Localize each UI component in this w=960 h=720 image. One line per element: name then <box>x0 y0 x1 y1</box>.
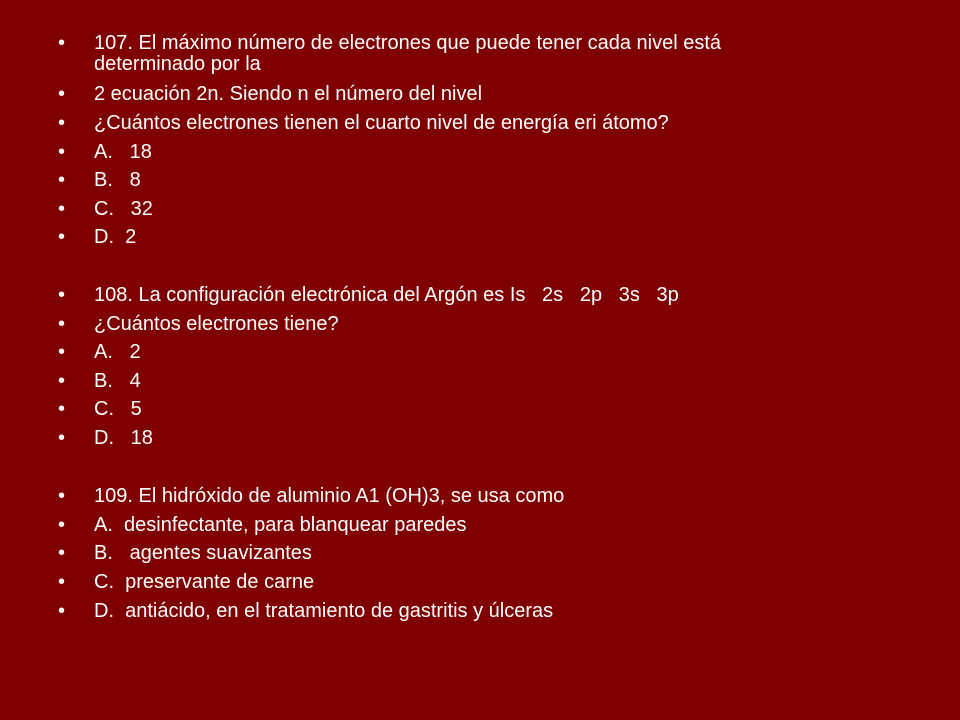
question-107-prompt: ¿Cuántos electrones tienen el cuarto nivel de energía eri átomo? <box>94 112 669 134</box>
bullet: • <box>58 141 66 163</box>
bullet: • <box>58 198 66 220</box>
bullet: • <box>58 370 66 392</box>
bullet: • <box>58 284 66 306</box>
option-d: D. 18 <box>94 427 153 449</box>
bullet: • <box>58 571 66 593</box>
option-d: D. 2 <box>94 226 137 248</box>
bullet: • <box>58 600 66 622</box>
question-109-text: 109. El hidróxido de aluminio A1 (OH)3, se usa como <box>94 485 565 507</box>
bullet: • <box>58 485 66 507</box>
bullet: • <box>58 427 66 449</box>
bullet: • <box>58 169 66 191</box>
bullet: • <box>58 313 66 335</box>
bullet: • <box>58 341 66 363</box>
option-b: B. agentes suavizantes <box>94 542 312 564</box>
option-item <box>58 601 918 685</box>
option-b: B. 4 <box>94 370 141 392</box>
bullet: • <box>58 542 66 564</box>
question-107-equation: 2 ecuación 2n. Siendo n el número del nivel <box>94 83 483 105</box>
question-107-text: 107. El máximo número de electrones que puede tener cada nivel está determinado por la <box>94 32 722 75</box>
bullet: • <box>58 32 66 54</box>
question-108-text: 108. La configuración electrónica del Argón es Is 2s 2p 3s 3p <box>94 284 679 306</box>
option-c: C. 32 <box>94 198 153 220</box>
bullet: • <box>58 226 66 248</box>
option-d: D. antiácido, en el tratamiento de gastritis y úlceras <box>94 600 554 622</box>
bullet: • <box>58 83 66 105</box>
option-a: A. desinfectante, para blanquear paredes <box>94 514 467 536</box>
question-108-prompt: ¿Cuántos electrones tiene? <box>94 313 339 335</box>
bullet: • <box>58 514 66 536</box>
option-a: A. 2 <box>94 341 141 363</box>
option-c: C. 5 <box>94 398 142 420</box>
option-b: B. 8 <box>94 169 141 191</box>
option-a: A. 18 <box>94 141 152 163</box>
bullet: • <box>58 112 66 134</box>
option-c: C. preservante de carne <box>94 571 315 593</box>
bullet: • <box>58 398 66 420</box>
